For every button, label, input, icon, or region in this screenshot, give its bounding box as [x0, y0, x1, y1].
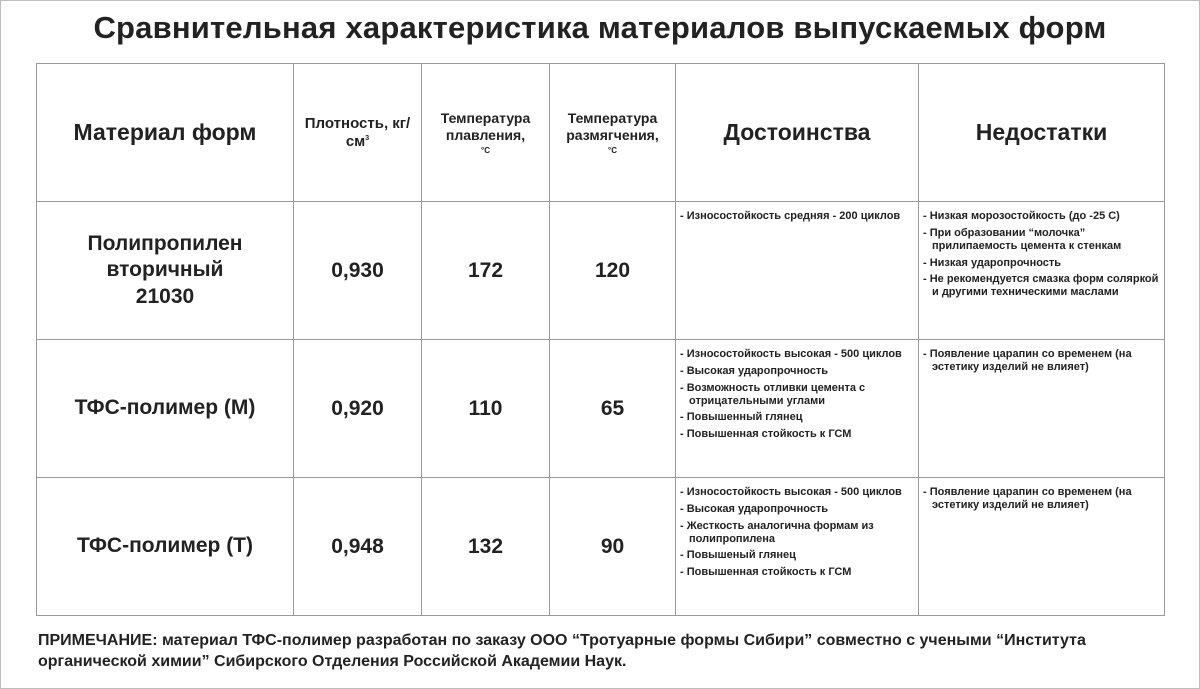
header-density-sup: 3 — [365, 134, 370, 142]
header-softening — [550, 64, 676, 202]
advantages-cell — [676, 340, 919, 478]
header-melting-label: Температура плавления, — [440, 109, 531, 143]
list-item: - Не рекомендуется смазка форм соляркой и другими техническими маслами — [923, 273, 1159, 299]
comparison-table — [36, 63, 1165, 616]
material-name-line: Полипропилен — [87, 231, 243, 255]
list-item: - Износостойкость высокая - 500 циклов — [680, 486, 902, 498]
list-item: - Износостойкость средняя - 200 циклов — [680, 210, 901, 222]
advantages-list — [676, 340, 918, 441]
melting-value: 110 — [422, 340, 550, 478]
list-item: - Низкая морозостойкость (до -25 С) — [923, 210, 1120, 222]
disadvantages-list — [919, 478, 1164, 512]
header-melting-unit: °С — [481, 145, 490, 155]
header-disadvantages: Недостатки — [919, 64, 1165, 202]
header-melting — [422, 64, 550, 202]
advantages-cell — [676, 202, 919, 340]
header-material: Материал форм — [37, 64, 294, 202]
list-item: - Появление царапин со временем (на эстетику изделий не влияет) — [923, 348, 1132, 373]
table-row — [37, 340, 1165, 478]
list-item: - Высокая ударопрочность — [680, 502, 829, 515]
list-item: - Появление царапин со временем (на эстетику изделий не влияет) — [923, 486, 1132, 511]
disadvantages-list — [919, 340, 1164, 374]
material-name-line: ТФС-полимер (М) — [74, 396, 256, 420]
disadvantages-cell — [919, 478, 1165, 616]
header-row — [37, 64, 1165, 202]
list-item: - Повышенная стойкость к ГСМ — [680, 428, 852, 441]
list-item: - Повышенный глянец — [680, 411, 803, 424]
material-cell — [37, 478, 294, 616]
density-value: 0,948 — [294, 478, 422, 616]
advantages-list — [676, 478, 918, 579]
table-row — [37, 202, 1165, 340]
advantages-list — [676, 202, 918, 223]
list-item: - Износостойкость высокая - 500 циклов — [680, 348, 902, 360]
material-name-line: 21030 — [135, 284, 195, 308]
footnote: ПРИМЕЧАНИЕ: материал ТФС-полимер разработан по заказу ООО “Тротуарные формы Сибири” совместно с учеными “Института органической химии” Сибирского Отделения Российской Академии Наук. — [38, 632, 1086, 671]
table-row — [37, 478, 1165, 616]
material-cell — [37, 340, 294, 478]
disadvantages-cell — [919, 202, 1165, 340]
header-advantages: Достоинства — [676, 64, 919, 202]
material-cell — [37, 202, 294, 340]
page-title: Сравнительная характеристика материалов выпускаемых форм — [93, 10, 1107, 45]
advantages-cell — [676, 478, 919, 616]
header-softening-unit: °С — [608, 145, 617, 155]
list-item: - При образовании “молочка” прилипаемость цемента к стенкам — [923, 226, 1122, 252]
melting-value: 132 — [422, 478, 550, 616]
list-item: - Повышеный глянец — [680, 549, 796, 562]
list-item: - Низкая ударопрочность — [923, 256, 1062, 269]
disadvantages-list — [919, 202, 1164, 299]
list-item: - Высокая ударопрочность — [680, 364, 829, 377]
header-softening-label: Температура размягчения, — [566, 109, 659, 143]
density-value: 0,930 — [294, 202, 422, 340]
softening-value: 65 — [550, 340, 676, 478]
disadvantages-cell — [919, 340, 1165, 478]
material-name-line: ТФС-полимер (Т) — [76, 534, 254, 558]
header-density-label: Плотность, кг/см — [304, 114, 411, 150]
list-item: - Возможность отливки цемента с отрицательными углами — [680, 381, 866, 407]
header-density — [294, 64, 422, 202]
softening-value: 120 — [550, 202, 676, 340]
density-value: 0,920 — [294, 340, 422, 478]
list-item: - Повышенная стойкость к ГСМ — [680, 566, 852, 579]
list-item: - Жесткость аналогична формам из полипропилена — [680, 519, 874, 545]
softening-value: 90 — [550, 478, 676, 616]
melting-value: 172 — [422, 202, 550, 340]
material-name-line: вторичный — [106, 258, 224, 282]
